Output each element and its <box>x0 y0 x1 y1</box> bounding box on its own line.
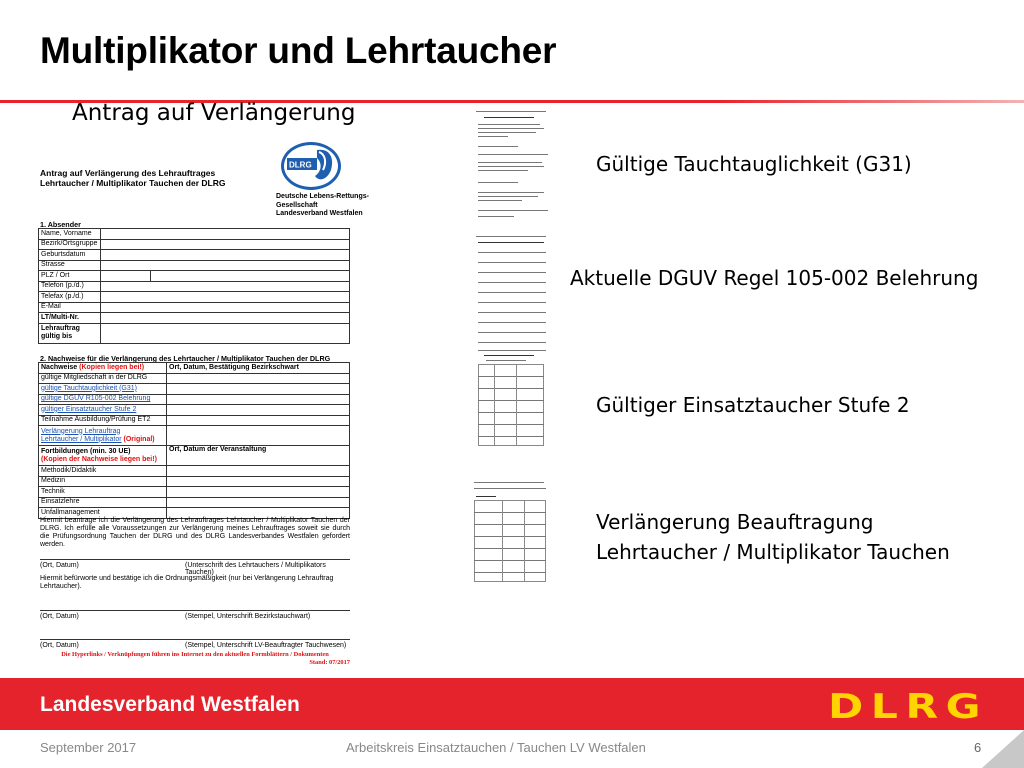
training-entry[interactable] <box>167 487 350 498</box>
proof-confirm[interactable] <box>167 415 350 426</box>
proof-link-et2[interactable]: gültiger Einsatztaucher Stufe 2 <box>39 405 167 416</box>
org-name <box>276 193 371 219</box>
field-input[interactable] <box>101 271 151 282</box>
dlrg-eagle-logo-icon <box>273 140 343 192</box>
proof-confirm[interactable] <box>167 384 350 395</box>
training-item: Unfallmanagement <box>39 508 167 519</box>
page-corner <box>982 730 1024 768</box>
point-g31: Gültige Tauchtauglichkeit (G31) <box>596 152 912 176</box>
thumbnail-dguv-document[interactable] <box>474 232 548 354</box>
page-number: 6 <box>974 740 982 755</box>
field-label: PLZ / Ort <box>39 271 101 282</box>
form-heading-line: Antrag auf Verlängerung des Lehrauftrages <box>40 168 216 178</box>
field-label: Telefax (p./d.) <box>39 292 101 303</box>
proofs-header-note: (Kopien liegen bei!) <box>79 363 145 371</box>
proofs-header <box>39 363 167 374</box>
proof-confirm[interactable] <box>167 405 350 416</box>
point-extension-line: Lehrtaucher / Multiplikator Tauchen <box>596 540 950 564</box>
training-item: Technik <box>39 487 167 498</box>
validity-label-line: Lehrauftrag <box>41 325 80 332</box>
form-heading-line: Lehrtaucher / Multiplikator Tauchen der DLRG <box>40 178 226 188</box>
footer-center: Arbeitskreis Einsatztauchen / Tauchen LV Westfalen <box>346 740 646 755</box>
training-item: Methodik/Didaktik <box>39 466 167 477</box>
org-name-line: Gesellschaft <box>276 201 318 209</box>
slide-title: Multiplikator und Lehrtaucher <box>40 30 557 71</box>
org-name-line: Landesverband Westfalen <box>276 210 363 217</box>
field-input[interactable] <box>101 250 350 261</box>
point-extension <box>596 507 950 567</box>
signature-right: (Stempel, Unterschrift LV-Beauftragter Tauchwesen) <box>185 642 347 649</box>
signature-line-district <box>40 610 350 620</box>
field-label: LT/Multi-Nr. <box>39 313 101 324</box>
field-label: Strasse <box>39 260 101 271</box>
thumbnail-g31-document[interactable] <box>474 108 548 220</box>
field-label: E-Mail <box>39 302 101 313</box>
trainings-header-note: (Kopien der Nachweise liegen bei!) <box>41 455 157 463</box>
field-label: Name, Vorname <box>39 229 101 240</box>
signature-right: (Unterschrift des Lehrtauchers / Multiplikators Tauchen) <box>185 562 326 576</box>
form-footnote <box>40 651 350 666</box>
thumbnail-et2-document[interactable] <box>476 352 546 448</box>
proof-confirm[interactable] <box>167 373 350 384</box>
sender-table <box>38 228 350 344</box>
footnote-date: Stand: 07/2017 <box>309 658 350 666</box>
trainings-header <box>39 446 167 466</box>
proof-link-g31[interactable]: gültige Tauchtauglichkeit (G31) <box>39 384 167 395</box>
training-entry[interactable] <box>167 497 350 508</box>
thumbnail-extension-document[interactable] <box>472 478 548 584</box>
proof-confirm[interactable] <box>167 394 350 405</box>
section-sender-title: 1. Absender <box>40 220 81 229</box>
signature-line-state <box>40 639 350 649</box>
proof-item: gültige Mitgliedschaft in der DLRG <box>39 373 167 384</box>
field-label: Telefon (p./d.) <box>39 281 101 292</box>
proof-link-dguv[interactable]: gültige DGUV R105-002 Belehrung <box>39 394 167 405</box>
proofs-table <box>38 362 350 446</box>
signature-left: (Ort, Datum) <box>40 642 79 649</box>
endorsement-statement: Hiermit befürworte und bestätige ich die Ordnungsmäßigkeit (nur bei Verlängerung Lehrauftrag Lehrtaucher). <box>40 575 334 590</box>
org-name-line: Deutsche Lebens-Rettungs- <box>276 193 369 200</box>
proof-confirm[interactable] <box>167 426 350 446</box>
signature-left: (Ort, Datum) <box>40 562 79 569</box>
signature-right: (Stempel, Unterschrift Bezirkstauchwart) <box>185 613 311 620</box>
training-entry[interactable] <box>167 466 350 477</box>
validity-label <box>39 323 101 343</box>
footer-date: September 2017 <box>40 740 137 755</box>
field-input[interactable] <box>101 260 350 271</box>
field-input[interactable] <box>101 239 350 250</box>
point-et2: Gültiger Einsatztaucher Stufe 2 <box>596 393 910 417</box>
dlrg-logo: DLRG <box>828 687 988 727</box>
field-input[interactable] <box>101 313 350 324</box>
field-input[interactable] <box>101 229 350 240</box>
trainings-table <box>38 445 350 519</box>
footer-band-label: Landesverband Westfalen <box>40 693 300 716</box>
field-label: Geburtsdatum <box>39 250 101 261</box>
training-item: Einsatzlehre <box>39 497 167 508</box>
proof-note: (Original) <box>123 435 155 443</box>
field-label: Bezirk/Ortsgruppe <box>39 239 101 250</box>
application-form <box>30 130 369 670</box>
footnote-line: Die Hyperlinks / Verknüpfungen führen ins Internet zu den aktuellen Formblättern / Dokumenten <box>61 651 329 658</box>
proofs-header-label: Nachweise <box>41 363 78 371</box>
field-input[interactable] <box>101 292 350 303</box>
proof-link-extension[interactable]: Verlängerung Lehrauftrag <box>41 427 121 435</box>
training-entry[interactable] <box>167 476 350 487</box>
proof-item: Teilnahme Ausbildung/Prüfung ET2 <box>39 415 167 426</box>
point-dguv: Aktuelle DGUV Regel 105-002 Belehrung <box>570 266 979 290</box>
proof-link-extension[interactable]: Lehrtaucher / Multiplikator <box>41 435 122 443</box>
signature-line-applicant <box>40 559 350 576</box>
field-input[interactable] <box>101 281 350 292</box>
application-statement: Hiermit beantrage ich die Verlängerung des Lehrauftrages Lehrtaucher / Multiplikator Tauchen der DLRG. Ich erfülle alle Voraussetzungen zur Verlängerung meines Lehrauftrages soweit sie durch die Prüfungsordnung Tauchen der DLRG und des DLRG Landesverbandes Westfalen gefordert werden. <box>40 517 350 548</box>
field-input[interactable] <box>101 302 350 313</box>
slide-subtitle: Antrag auf Verlängerung <box>72 100 356 126</box>
trainings-header-label: Fortbildungen (min. 30 UE) <box>41 447 131 455</box>
logo-text: DLRG <box>289 160 312 170</box>
proofs-header-right: Ort, Datum, Bestätigung Bezirkschwart <box>167 363 350 374</box>
form-heading <box>40 168 255 188</box>
point-extension-line: Verlängerung Beauftragung <box>596 510 874 534</box>
field-input[interactable] <box>101 323 350 343</box>
trainings-header-right: Ort, Datum der Veranstaltung <box>167 446 350 466</box>
proof-extension <box>39 426 167 446</box>
signature-left: (Ort, Datum) <box>40 613 79 620</box>
training-item: Medizin <box>39 476 167 487</box>
section-proofs-title: 2. Nachweise für die Verlängerung des Lehrtaucher / Multiplikator Tauchen der DLRG <box>40 354 331 363</box>
field-input[interactable] <box>151 271 350 282</box>
validity-label-line: gültig bis <box>41 333 73 340</box>
